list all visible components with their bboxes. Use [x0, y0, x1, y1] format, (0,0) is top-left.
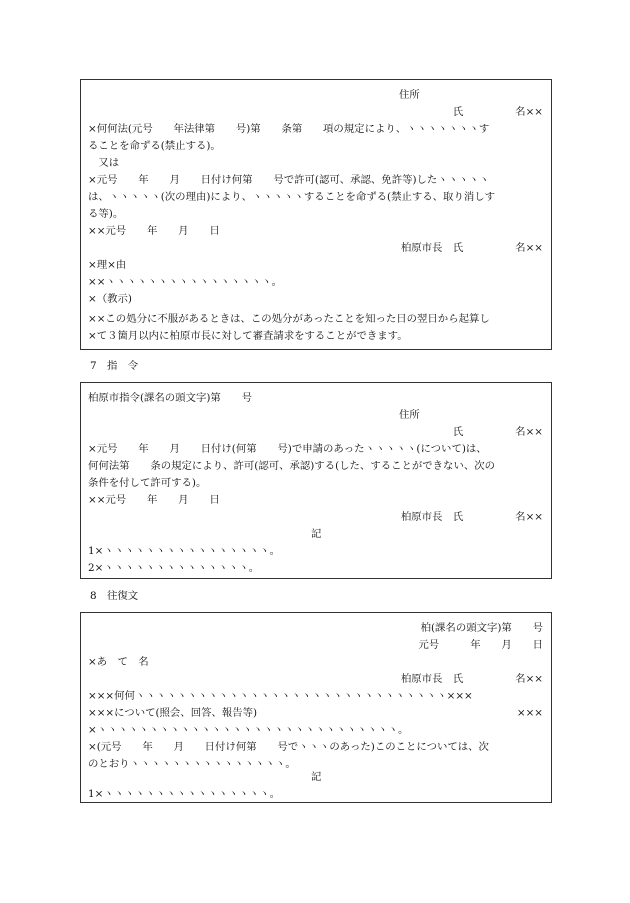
body-text-line: る等)。 [88, 208, 124, 220]
section-heading-7: 7 指 令 [90, 360, 139, 372]
body-text-line: 条件を付して許可する)。 [88, 477, 207, 489]
body-text-line: ×元号 年 月 日付け何第 号で許可(認可、承認、免許等)したヽヽヽヽヽ [88, 174, 490, 186]
date-line: 元号 年 月 日 [418, 639, 543, 651]
body-text-line: 何何法第 条の規定により、許可(認可、承認)する(した、することができない、次の [88, 460, 496, 472]
address-label: 住所 [399, 89, 420, 101]
body-text-line: は、ヽヽヽヽヽ(次の理由)により、ヽヽヽヽヽすることを命ずる(禁止する、取り消しす [88, 191, 496, 203]
subject-line: ×××について(照会、回答、報告等) [88, 707, 258, 719]
correspondence-box [80, 612, 552, 803]
list-item: 2×ヽヽヽヽヽヽヽヽヽヽヽヽヽヽ。 [88, 562, 260, 574]
recipient-name-line: 氏 名×× [452, 426, 543, 438]
list-item: 1×ヽヽヽヽヽヽヽヽヽヽヽヽヽヽヽヽ。 [88, 788, 280, 800]
addressee-line: ×あ て 名 [88, 656, 149, 668]
list-item: 1×ヽヽヽヽヽヽヽヽヽヽヽヽヽヽヽヽ。 [88, 545, 280, 557]
date-line: ××元号 年 月 日 [88, 494, 220, 506]
body-text-line: ×元号 年 月 日付け(何第 号)で申請のあったヽヽヽヽヽ(について)は、 [88, 443, 487, 455]
instruction-heading: ×（教示) [88, 293, 132, 305]
date-line: ××元号 年 月 日 [88, 225, 220, 237]
instruction-text: ××この処分に不服があるときは、この処分があったことを知った日の翌日から起算し [88, 313, 490, 325]
directive-box [80, 382, 552, 579]
address-label: 住所 [399, 409, 420, 421]
recipient-name-line: 氏 名×× [452, 106, 543, 118]
reason-text: ××ヽヽヽヽヽヽヽヽヽヽヽヽヽヽヽヽ。 [88, 276, 283, 288]
mayor-signature-line: 柏原市長 氏 名×× [400, 511, 543, 523]
mayor-signature-line: 柏原市長 氏 名×× [400, 673, 543, 685]
subject-line: ×××何何ヽヽヽヽヽヽヽヽヽヽヽヽヽヽヽヽヽヽヽヽヽヽヽヽヽヽヽヽヽヽ××× [88, 690, 473, 702]
body-text-line: ×ヽヽヽヽヽヽヽヽヽヽヽヽヽヽヽヽヽヽヽヽヽヽヽヽヽヽヽヽヽ。 [88, 724, 409, 736]
disposition-notice-box [80, 79, 552, 350]
reason-heading: ×理×由 [88, 259, 127, 271]
body-text-line: のとおりヽヽヽヽヽヽヽヽヽヽヽヽヽヽヽ。 [88, 758, 296, 770]
subject-line-end: ××× [516, 707, 543, 719]
body-text-line: ることを命ずる(禁止する)。 [88, 140, 221, 152]
ki-heading: 記 [311, 528, 322, 540]
body-text-line: ×(元号 年 月 日付け何第 号でヽヽヽのあった)このことについては、次 [88, 741, 489, 753]
directive-number-line: 柏原市指令(課名の頭文字)第 号 [88, 392, 252, 404]
section-heading-8: 8 往復文 [90, 590, 139, 602]
body-text-line: 又は [88, 157, 120, 169]
ki-heading: 記 [311, 771, 322, 783]
mayor-signature-line: 柏原市長 氏 名×× [400, 242, 543, 254]
instruction-text: ×て３箇月以内に柏原市長に対して審査請求をすることができます。 [88, 330, 408, 342]
body-text-line: ×何何法(元号 年法律第 号)第 条第 項の規定により、ヽヽヽヽヽヽヽす [88, 123, 490, 135]
document-number-line: 柏(課名の頭文字)第 号 [420, 622, 543, 634]
